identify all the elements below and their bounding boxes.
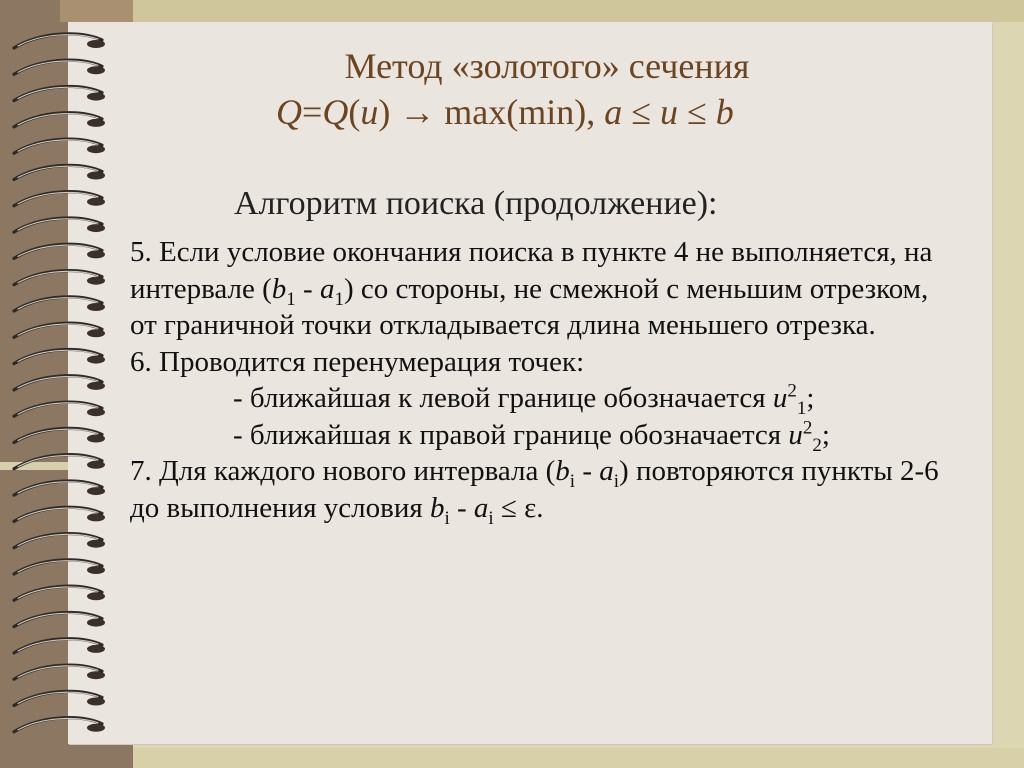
binding-ring [14, 349, 105, 363]
binding-ring [14, 428, 105, 442]
binding-ring [14, 139, 105, 153]
binding-ring [14, 244, 105, 258]
formula-a: a [604, 92, 623, 132]
binding-ring [14, 665, 105, 679]
step-6-left-point: - ближайшая к левой границе обозначается $u^2_1$; [233, 380, 815, 419]
binding-ring [14, 455, 105, 469]
binding-ring [14, 297, 105, 311]
formula-le-1: ≤ [622, 92, 661, 132]
binding-ring [14, 192, 105, 206]
formula-equals: = [302, 92, 323, 132]
binding-ring [14, 612, 105, 626]
binding-ring [14, 86, 105, 100]
step-6-right-point: - ближайшая к правой границе обозначается $u^2_2$; [233, 416, 830, 456]
binding-ring [14, 560, 105, 574]
top-background-band [0, 0, 1024, 22]
binding-ring [14, 402, 105, 416]
binding-ring [14, 113, 105, 127]
binding-ring [14, 639, 105, 653]
binding-ring [14, 691, 105, 705]
step-6-heading: 6. Проводится перенумерация точек: [130, 345, 585, 378]
binding-ring [14, 218, 105, 232]
objective-formula [276, 90, 734, 134]
formula-q: Q [276, 92, 302, 132]
step-7: 7. Для каждого нового интервала $(b_i - a_i)$ повторяются пункты 2-6 до выполнения условия $b_i - a_i \le \varepsilon$. [130, 455, 939, 529]
formula-u2: u [660, 92, 679, 132]
formula-arrow-maxmin: ) → max(min), [378, 92, 605, 132]
formula-lparen: ( [348, 92, 361, 132]
slide-title: Метод «золотого» сечения [344, 46, 750, 86]
formula-le-2: ≤ [678, 92, 716, 132]
binding-ring [14, 271, 105, 285]
formula-b: b [715, 92, 734, 132]
formula-q2: Q [322, 92, 349, 132]
step-5: 5. Если условие окончания поиска в пункте 4 не выполняется, на интервале $(b_1 - a_1)$ со стороны, не смежной с меньшим отрезком, от граничной точки откладывается длина меньшего отрезка. [130, 236, 933, 341]
binding-ring [14, 718, 105, 732]
spiral-binding [0, 0, 140, 768]
binding-ring [14, 534, 105, 548]
formula-u: u [360, 92, 379, 132]
algorithm-subtitle: Алгоритм поиска (продолжение): [234, 185, 718, 222]
algorithm-steps [130, 234, 960, 529]
binding-ring [14, 586, 105, 600]
binding-ring [14, 323, 105, 337]
binding-ring [14, 376, 105, 390]
binding-ring [14, 165, 105, 179]
binding-ring [14, 481, 105, 495]
binding-ring [14, 507, 105, 521]
bottom-background-band [0, 748, 1024, 768]
